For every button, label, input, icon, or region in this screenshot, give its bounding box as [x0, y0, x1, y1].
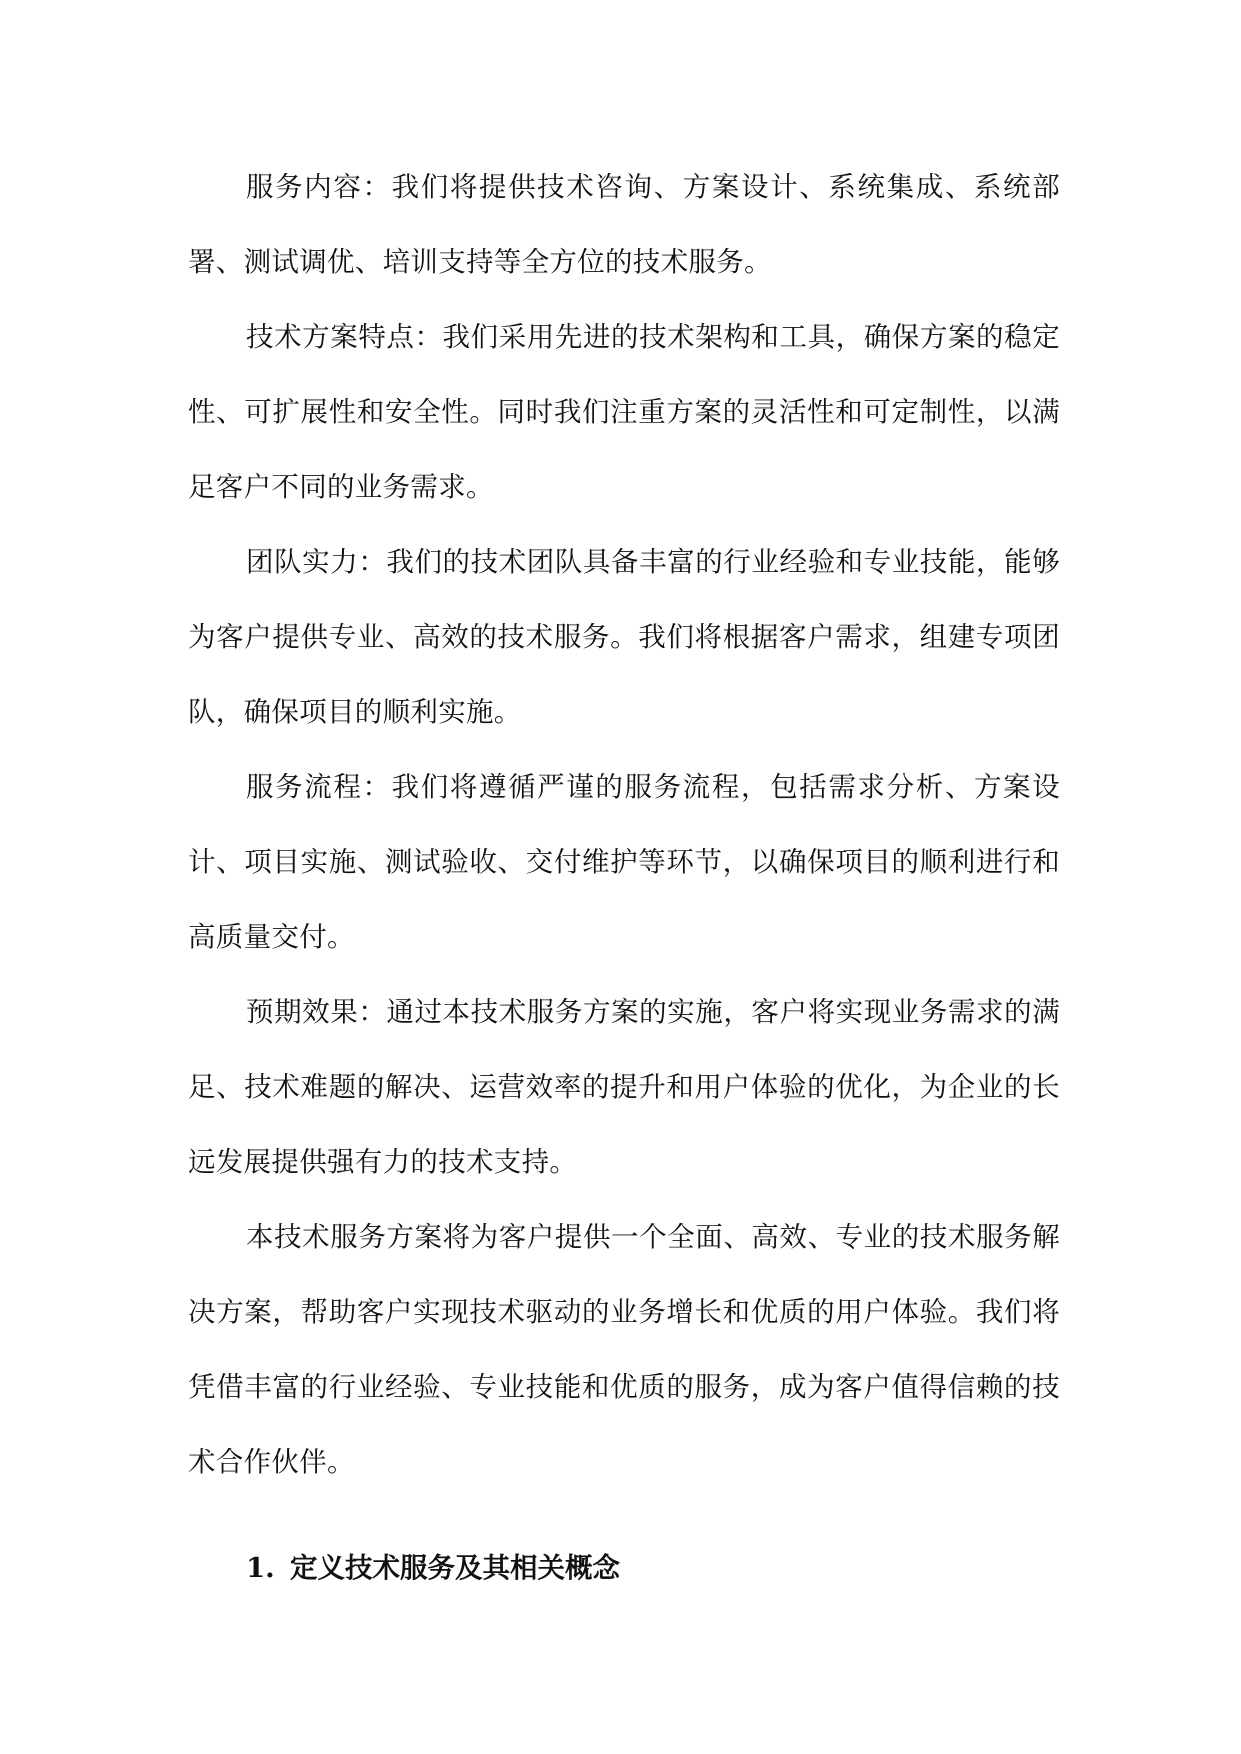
- paragraph-expected-results: 预期效果：通过本技术服务方案的实施，客户将实现业务需求的满足、技术难题的解决、运营效率的提升和用户体验的优化，为企业的长远发展提供强有力的技术支持。: [188, 996, 1060, 1178]
- section-number: 1.: [246, 1552, 275, 1584]
- section-heading: [246, 1548, 1046, 1588]
- paragraph-team-strength: 团队实力：我们的技术团队具备丰富的行业经验和专业技能，能够为客户提供专业、高效的技术服务。我们将根据客户需求，组建专项团队，确保项目的顺利实施。: [188, 546, 1060, 728]
- section-title: 定义技术服务及其相关概念: [290, 1552, 620, 1584]
- paragraph-service-content: 服务内容：我们将提供技术咨询、方案设计、系统集成、系统部署、测试调优、培训支持等全方位的技术服务。: [188, 171, 1060, 278]
- paragraph-service-process: 服务流程：我们将遵循严谨的服务流程，包括需求分析、方案设计、项目实施、测试验收、交付维护等环节，以确保项目的顺利进行和高质量交付。: [188, 771, 1060, 953]
- paragraph-summary: 本技术服务方案将为客户提供一个全面、高效、专业的技术服务解决方案，帮助客户实现技术驱动的业务增长和优质的用户体验。我们将凭借丰富的行业经验、专业技能和优质的服务，成为客户值得信赖的技术合作伙伴。: [188, 1221, 1060, 1478]
- paragraph-technical-features: 技术方案特点：我们采用先进的技术架构和工具，确保方案的稳定性、可扩展性和安全性。同时我们注重方案的灵活性和可定制性，以满足客户不同的业务需求。: [188, 321, 1060, 503]
- document-body: [188, 150, 1060, 1500]
